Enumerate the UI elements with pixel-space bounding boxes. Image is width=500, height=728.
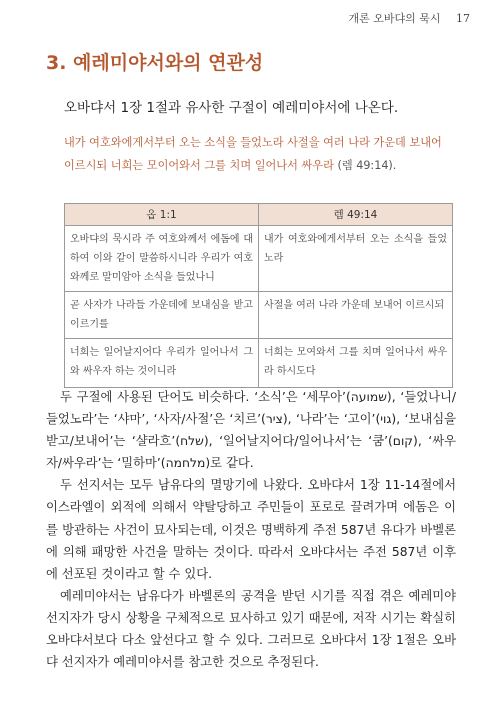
- running-head-title: 개론 오바댜의 묵시: [348, 12, 441, 25]
- scripture-quote: [64, 131, 454, 177]
- comparison-table: [64, 203, 453, 388]
- running-head: [348, 10, 470, 26]
- body-paragraph: 두 구절에 사용된 단어도 비슷하다. ‘소식’은 ‘세무아’(שמועה), ‘들었나니/들었노라’는 ‘샤마’, ‘사자/사절’은 ‘치르’(ציר), ‘나라’는 ‘고이’(גוי), ‘보내심을 받고/보내어’는 ‘샬라흐’(שלח), ‘일어날지어다/일어나서’는 ‘쿰’(קום), ‘싸우자/싸우라’는 ‘밀하마’(מלחמה)로 같다.: [46, 390, 457, 471]
- quote-reference: (렘 49:14).: [337, 159, 397, 172]
- quote-text: 내가 여호와에게서부터 오는 소식을 들었노라 사절을 여러 나라 가운데 보내어 이르시되 너희는 모이어와서 그를 치며 일어나서 싸우라: [64, 136, 442, 172]
- table-row: [65, 339, 453, 388]
- table-header-jeremiah: 렘 49:14: [259, 204, 453, 226]
- table-header-row: [65, 204, 453, 226]
- table-row: [65, 226, 453, 292]
- table-row: [65, 292, 453, 339]
- body-paragraph: 두 선지서는 모두 남유다의 멸망기에 나왔다. 오바댜서 1장 11-14절에서 이스라엘이 외적에 의해서 약탈당하고 주민들이 포로로 끌려가며 에돔은 이를 방관하는 사건이 묘사되는데, 이것은 명백하게 주전 587년 유다가 바벨론에 의해 패망한 사건을 말하는 것이다. 따라서 오바댜서는 주전 587년 이후에 선포된 것이라고 할 수 있다.: [46, 478, 456, 581]
- table-cell: 너희는 모여와서 그를 치며 일어나서 싸우라 하시도다: [259, 339, 453, 388]
- body-paragraph: 예레미야서는 남유다가 바벨론의 공격을 받던 시기를 직접 겪은 예레미야 선지자가 당시 상황을 구체적으로 묘사하고 있기 때문에, 저작 시기는 확실히 오바댜서보다 다소 앞선다고 할 수 있다. 그러므로 오바댜서 1장 1절은 오바댜 선지자가 예레미야서를 참고한 것으로 추정된다.: [46, 588, 456, 670]
- table-header-obadiah: 옵 1:1: [65, 204, 259, 226]
- table-cell: 내가 여호와에게서부터 오는 소식을 들었노라: [259, 226, 453, 292]
- body-text: [46, 386, 456, 673]
- table-cell: 너희는 일어날지어다 우리가 일어나서 그와 싸우자 하는 것이니라: [65, 339, 259, 388]
- section-title: 3. 예레미야서와의 연관성: [46, 52, 264, 74]
- table-cell: 사절을 여러 나라 가운데 보내어 이르시되: [259, 292, 453, 339]
- table-cell: 오바댜의 묵시라 주 여호와께서 에돔에 대하여 이와 같이 말씀하시니라 우리가 여호와께로 말미암아 소식을 들었나니: [65, 226, 259, 292]
- table-cell: 곧 사자가 나라들 가운데에 보내심을 받고 이르기를: [65, 292, 259, 339]
- page-number: 17: [456, 12, 470, 25]
- intro-sentence: 오바댜서 1장 1절과 유사한 구절이 예레미야서에 나온다.: [64, 100, 399, 116]
